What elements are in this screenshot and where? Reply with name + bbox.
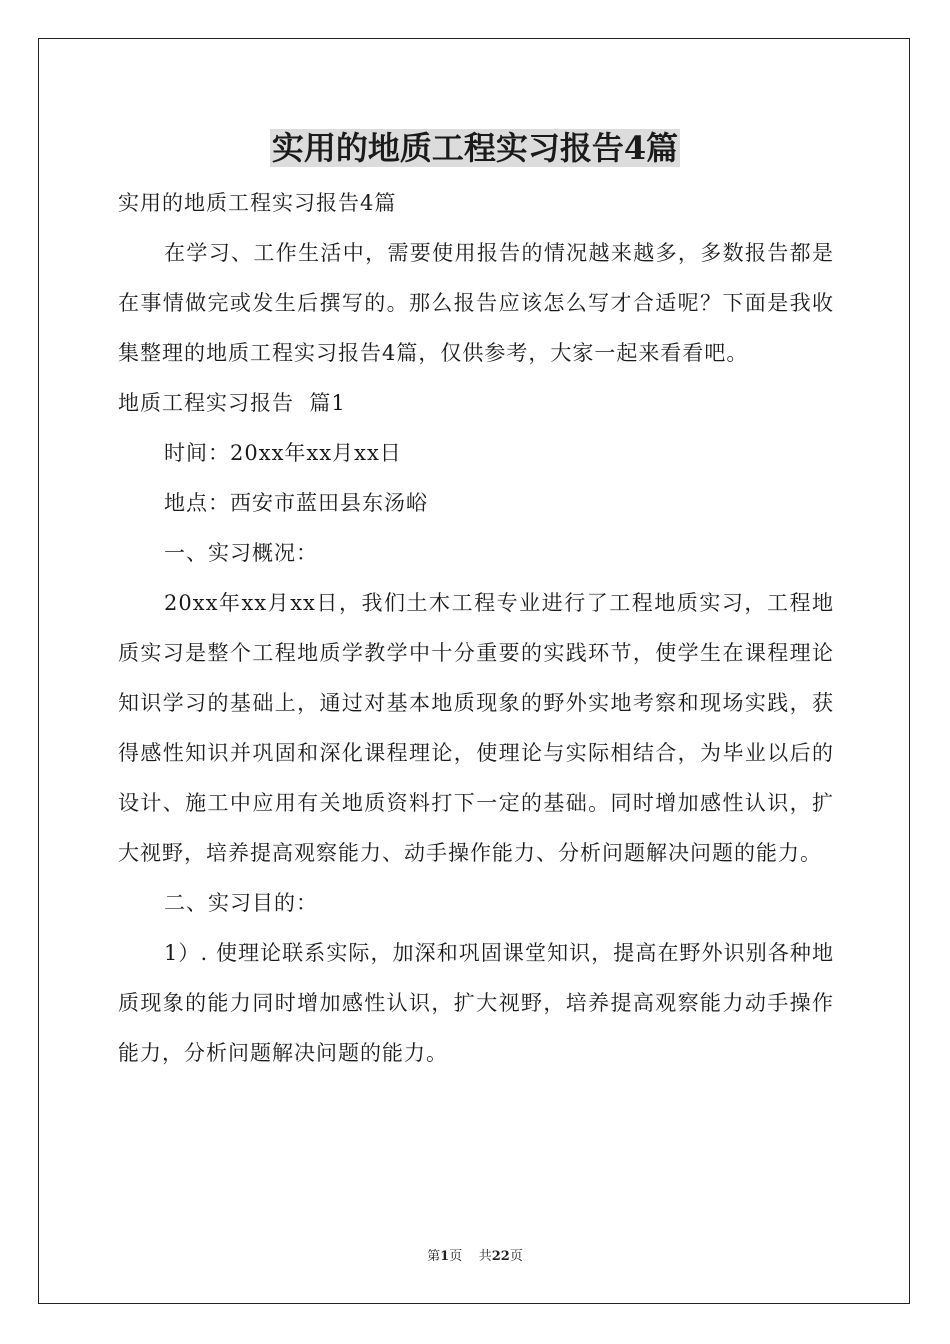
page-footer: [0, 1245, 950, 1264]
time-line: 时间：20xx年xx月xx日: [164, 441, 402, 465]
section-heading: 地质工程实习报告 篇1: [118, 391, 346, 415]
overview-paragraph: 20xx年xx月xx日，我们土木工程专业进行了工程地质实习，工程地质实习是整个工程地质学教学中十分重要的实践环节，使学生在课程理论知识学习的基础上，通过对基本地质现象的野外实地考察和现场实践，获得感性知识并巩固和深化课程理论，使理论与实际相结合，为毕业以后的设计、施工中应用有关地质资料打下一定的基础。同时增加感性认识，扩大视野，培养提高观察能力、动手操作能力、分析问题解决问题的能力。: [118, 591, 834, 865]
page-suffix: 页: [509, 1249, 523, 1264]
page-current: 1: [440, 1249, 450, 1264]
document-title: [0, 126, 950, 170]
document-title-text: 实用的地质工程实习报告4篇: [271, 129, 679, 167]
place-line: 地点：西安市蓝田县东汤峪: [164, 491, 428, 515]
page-mid: 页 共: [449, 1249, 492, 1264]
purpose-paragraph: 1）. 使理论联系实际，加深和巩固课堂知识，提高在野外识别各种地质现象的能力同时增加感性认识，扩大视野，培养提高观察能力动手操作能力，分析问题解决问题的能力。: [118, 941, 834, 1065]
intro-paragraph: 在学习、工作生活中，需要使用报告的情况越来越多，多数报告都是在事情做完或发生后撰写的。那么报告应该怎么写才合适呢？下面是我收集整理的地质工程实习报告4篇，仅供参考，大家一起来看看吧。: [118, 241, 834, 365]
document-subtitle: 实用的地质工程实习报告4篇: [118, 191, 397, 215]
page-prefix: 第: [427, 1249, 441, 1264]
document-body: [118, 178, 834, 1078]
purpose-heading: 二、实习目的：: [164, 891, 318, 915]
overview-heading: 一、实习概况：: [164, 541, 318, 565]
page-total: 22: [491, 1249, 510, 1264]
